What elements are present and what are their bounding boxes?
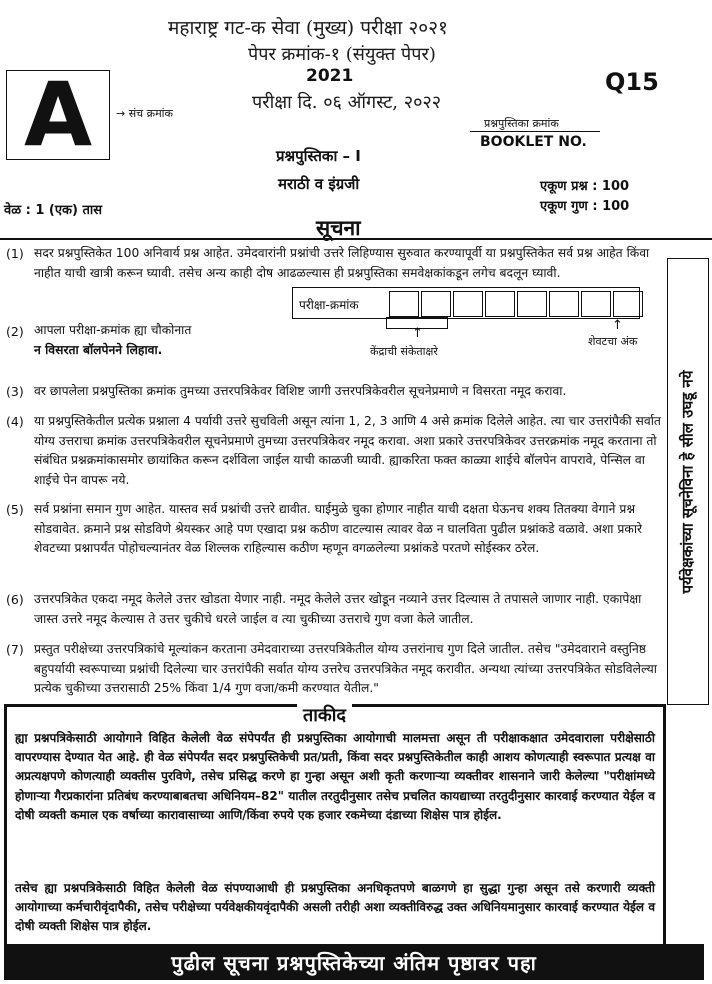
roll-number-box [292, 287, 640, 319]
instruction-3: वर छापलेला प्रश्नपुस्तिका क्रमांक तुमच्या उत्तरपत्रिकेवर विशिष्ट जागी उत्तरपत्रिकेवरील सूचनेप्रमाणे न विसरता नमूद करावा. [34, 384, 567, 398]
handwritten-exam-date: परीक्षा दि. ०६ ऑगस्ट, २०२२ [252, 92, 442, 113]
instruction-2-text: आपला परीक्षा-क्रमांक ह्या चौकोनात [34, 323, 192, 337]
item-number: (4) [6, 414, 24, 429]
subject-title: मराठी व इंग्रजी [278, 175, 360, 193]
centre-code-label: केंद्राची संकेताक्षरे [370, 345, 438, 358]
seal-warning-text: पर्यवेक्षकांच्या सूचनेविना हे सील उघडू नये [679, 369, 698, 594]
instruction-5: सर्व प्रश्नांना समान गुण आहेत. यास्तव सर्व प्रश्नांची उत्तरे द्यावीत. घाईमुळे चुका होणार नाहीत याची दक्षता घेऊनच शक्य तितक्या वेगाने प्रश्न सोडवावेत. क्रमाने प्रश्न सोडविणे श्रेयस्कर आहे पण एखादा प्रश्न कठीण वाटल्यास त्यावर वेळ न घालविता पुढील प्रश्नांकडे वळावे. अशा प्रकारे शेवटच्या प्रश्नापर्यंत पोहोचल्यानंतर वेळ शिल्लक राहिल्यास कठीण म्हणून वगळलेल्या प्रश्नांकडे परतणे सोईस्कर ठरेल. [34, 502, 643, 555]
warning-heading: ताकीद [297, 703, 352, 727]
duration: वेळ : 1 (एक) तास [4, 203, 103, 218]
question-code: Q15 [605, 68, 659, 96]
item-number: (3) [6, 384, 24, 399]
booklet-number-label: BOOKLET NO. [480, 134, 587, 150]
instruction-6: उत्तरपत्रिकेत एकदा नमूद केलेले उत्तर खोडता येणार नाही. नमूद केलेले उत्तर खोडून नव्याने उत्तर दिल्यास ते तपासले जाणार नाही. एकापेक्षा जास्त उत्तरे नमूद केल्यास ते उत्तर चुकीचे धरले जाईल व त्या चुकीच्या उत्तराचे गुण वजा केले जातील. [34, 592, 642, 626]
series-letter: A [23, 63, 93, 166]
footer-text: पुढील सूचना प्रश्नपुस्तिकेच्या अंतिम पृष्ठावर पहा [171, 950, 537, 975]
item-number: (5) [6, 502, 24, 517]
item-number: (7) [6, 642, 24, 657]
total-marks: एकूण गुण : 100 [540, 199, 630, 214]
booklet-title: प्रश्नपुस्तिका – I [276, 147, 361, 165]
handwritten-exam-title: महाराष्ट्र गट-क सेवा (मुख्य) परीक्षा २०२१ [168, 17, 448, 39]
year: 2021 [306, 66, 354, 86]
total-questions: एकूण प्रश्न : 100 [540, 179, 630, 194]
warning-box [4, 704, 666, 948]
last-digit-label: शेवटचा अंक [588, 335, 638, 348]
series-box [6, 63, 110, 166]
instruction-2 [34, 321, 294, 360]
roll-number-label: परीक्षा-क्रमांक [299, 298, 359, 312]
booklet-number-label-marathi: प्रश्नपुस्तिका क्रमांक [484, 117, 559, 130]
item-number: (6) [6, 592, 24, 607]
instruction-1: सदर प्रश्नपुस्तिकेत 100 अनिवार्य प्रश्न आहेत. उमेदवारांनी प्रश्नांची उत्तरे लिहिण्यास सुरुवात करण्यापूर्वी या प्रश्नपुस्तिकेत सर्व प्रश्न आहेत किंवा नाहीत याची खात्री करून घ्यावी. तसेच अन्य काही दोष आढळल्यास ही प्रश्नपुस्तिका समवेक्षकांकडून लगेच बदलून घ्यावी. [34, 246, 650, 280]
series-label: → संच क्रमांक [116, 107, 173, 120]
instruction-4: या प्रश्नपुस्तिकेतील प्रत्येक प्रश्नाला 4 पर्यायी उत्तरे सुचविली असून त्यांना 1, 2, 3 आणि 4 असे क्रमांक दिलेले आहेत. त्या चार उत्तरांपैकी सर्वात योग्य उत्तराचा क्रमांक उत्तरपत्रिकेवरील सूचनेप्रमाणे तुमच्या उत्तरपत्रिकेवर नमूद करावा. अशा प्रकारे उत्तरपत्रिकेवर उत्तरक्रमांक नमूद करताना तो संबंधित प्रश्नक्रमांकासमोर छायांकित करून दर्शविला जाईल याची काळजी घ्यावी. ह्याकरिता फक्त काळ्या शाईचे बॉलपेन वापरावे, पेन्सिल वा शाईचे पेन वापरू नये. [34, 414, 661, 487]
instructions-heading: सूचना [316, 216, 361, 240]
handwritten-paper-number: पेपर क्रमांक-१ (संयुक्त पेपर) [248, 44, 436, 65]
instruction-2-bold: न विसरता बॉलपेनने लिहावा. [34, 342, 163, 357]
instruction-7: प्रस्तुत परीक्षेच्या उत्तरपत्रिकांचे मूल्यांकन करताना उमेदवाराच्या उत्तरपत्रिकेतील योग्य उत्तरांनाच गुण दिले जातील. तसेच "उमेदवाराने वस्तुनिष्ठ बहुपर्यायी स्वरूपाच्या प्रश्नांची दिलेल्या चार उत्तरांपैकी सर्वात योग्य उत्तरेच उत्तरपत्रिकेत नमूद करावीत. अन्यथा त्यांच्या उत्तरपत्रिकेत सोडविलेल्या प्रत्येक चुकीच्या उत्तरासाठी 25% किंवा 1/4 गुण वजा/कमी करण्यात येतील." [34, 642, 657, 695]
warning-paragraph-1: ह्या प्रश्नपत्रिकेसाठी आयोगाने विहित केलेली वेळ संपेपर्यंत ही प्रश्नपुस्तिका आयोगाची मालमत्ता असून ती परीक्षाकक्षात उमेदवाराला परीक्षेसाठी वापरण्यास देण्यात येत आहे. ही वेळ संपेपर्यंत सदर प्रश्नपुस्तिकेची प्रत/प्रती, किंवा सदर प्रश्नपुस्तिकेतील काही आशय कोणत्याही स्वरूपात प्रत्यक्ष वा अप्रत्यक्षपणे कोणत्याही व्यक्तीस पुरविणे, तसेच प्रसिद्ध करणे हा गुन्हा असून अशी कृती करणाऱ्या व्यक्तीवर शासनाने जारी केलेल्या "परीक्षांमध्ये होणाऱ्या गैरप्रकारांना प्रतिबंध करण्याबाबतचा अधिनियम–82" यातील तरतुदीनुसार तसेच प्रचलित कायद्याच्या तरतुदीनुसार कारवाई करण्यात येईल व दोषी व्यक्ती कमाल एक वर्षाच्या कारावासाच्या आणि/किंवा रुपये एक हजार रकमेच्या दंडाच्या शिक्षेस पात्र होईल. [15, 731, 655, 822]
item-number: (2) [6, 324, 24, 339]
warning-paragraph-2: तसेच ह्या प्रश्नपत्रिकेसाठी विहित केलेली वेळ संपण्याआधी ही प्रश्नपुस्तिका अनधिकृतपणे बाळगणे हा सुद्धा गुन्हा असून तसे करणारी व्यक्ती आयोगाच्या कर्मचारीवृंदापैकी, तसेच परीक्षेच्या पर्यवेक्षकीयवृंदापैकी असली तरीही अशा व्यक्तीविरुद्ध उक्त अधिनियमानुसार कारवाई करण्यात येईल व दोषी व्यक्ती शिक्षेस पात्र होईल. [15, 881, 655, 934]
seal-warning-strip [667, 258, 709, 705]
footer-banner [4, 944, 704, 980]
item-number: (1) [6, 246, 24, 261]
